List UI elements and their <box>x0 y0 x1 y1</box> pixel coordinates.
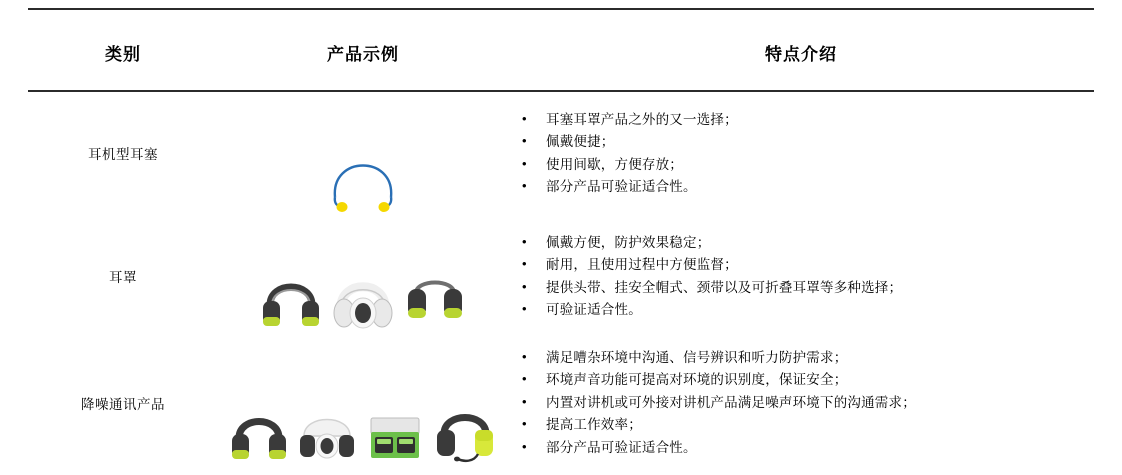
example-images-cell <box>218 216 508 336</box>
feature-item: • 佩戴便捷； <box>514 135 1094 149</box>
green-case-earmuff-icon <box>366 406 424 469</box>
headband-earmuff-icon <box>260 271 322 336</box>
features-cell <box>508 216 1094 336</box>
feature-list <box>508 113 1094 194</box>
example-images-cell <box>218 90 508 216</box>
table-row <box>28 336 1094 469</box>
table-row <box>28 216 1094 336</box>
white-headband-earmuff-icon <box>332 271 394 336</box>
image-group <box>218 216 508 336</box>
feature-item: • 耳塞耳罩产品之外的又一选择； <box>514 113 1094 127</box>
table-row <box>28 90 1094 216</box>
feature-list <box>508 351 1094 455</box>
features-cell <box>508 90 1094 216</box>
image-group <box>218 90 508 216</box>
example-images-cell <box>218 336 508 469</box>
feature-item: • 可验证适合性。 <box>514 303 1094 317</box>
feature-item: • 提供头带、挂安全帽式、颈带以及可折叠耳罩等多种选择； <box>514 281 1094 295</box>
feature-item: • 部分产品可验证适合性。 <box>514 441 1094 455</box>
feature-item: • 部分产品可验证适合性。 <box>514 180 1094 194</box>
image-group <box>218 336 508 469</box>
category-label: 降噪通讯产品 <box>81 396 165 412</box>
top-rule <box>28 8 1094 10</box>
feature-item: • 满足嘈杂环境中沟通、信号辨识和听力防护需求； <box>514 351 1094 365</box>
table-header-row <box>28 14 1094 90</box>
yellow-headset-icon <box>434 404 496 469</box>
table-body <box>28 90 1094 469</box>
neckband-earmuff-icon <box>404 271 466 336</box>
category-label: 耳机型耳塞 <box>88 147 158 162</box>
feature-item: • 环境声音功能可提高对环境的识别度，保证安全； <box>514 373 1094 387</box>
feature-item: • 提高工作效率； <box>514 418 1094 432</box>
product-comparison-table <box>28 14 1094 469</box>
comms-earmuff-icon <box>230 406 288 469</box>
helmet-mount-earmuff-icon <box>298 406 356 469</box>
table-header <box>28 14 1094 90</box>
category-label: 耳罩 <box>109 270 137 285</box>
feature-item: • 耐用，且使用过程中方便监督； <box>514 258 1094 272</box>
feature-item: • 佩戴方便，防护效果稳定； <box>514 236 1094 250</box>
column-header-category: 类别 <box>105 44 141 64</box>
column-header-examples: 产品示例 <box>327 44 399 64</box>
column-header-features: 特点介绍 <box>765 44 837 64</box>
feature-item: • 使用间歇，方便存放； <box>514 158 1094 172</box>
banded-earplug-icon <box>315 137 411 216</box>
features-cell <box>508 336 1094 469</box>
feature-item: • 内置对讲机或可外接对讲机产品满足噪声环境下的沟通需求； <box>514 396 1094 410</box>
feature-list <box>508 236 1094 317</box>
